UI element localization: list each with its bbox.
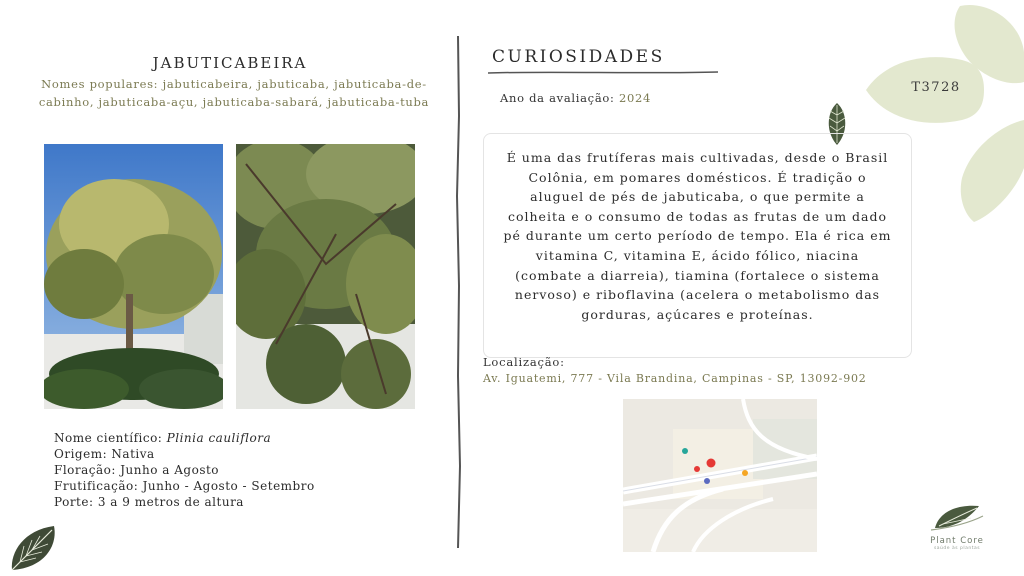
plant-core-logo: [920, 502, 994, 551]
foliage-photo: [236, 144, 415, 409]
fruiting: Frutificação: Junho - Agosto - Setembro: [54, 479, 315, 493]
popular-names: Nomes populares: jabuticabeira, jabuticaba, jabuticaba-de-cabinho, jabuticaba-açu, jabuticaba-sabará, jabuticaba-tuba: [38, 77, 430, 109]
curiosities-title: CURIOSIDADES: [492, 47, 665, 67]
column-divider: [452, 36, 466, 548]
location-address: Av. Iguatemi, 777 - Vila Brandina, Campinas - SP, 13092-902: [483, 372, 867, 385]
plant-title: JABUTICABEIRA: [152, 54, 308, 72]
plant-facts: [54, 430, 315, 510]
tree-photo: [44, 144, 223, 409]
curiosities-text: É uma das frutíferas mais cultivadas, desde o Brasil Colônia, em pomares domésticos. É tradição o aluguel de pés de jabuticaba, o que permite a colheita e o consumo de todas as frutas de um dado pé durante um certo período de tempo. Ela é rica em vitamina C, vitamina E, ácido fólico, niacina (combate a diarreia), tiamina (fortalece o sistema nervoso) e riboflavina (acelera o metabolismo das gorduras, açúcares e proteínas.: [483, 133, 912, 358]
plant-core-leaf-icon: [927, 502, 987, 532]
location-label: Localização:: [483, 355, 565, 369]
scientific-name: Nome científico: Plinia cauliflora: [54, 431, 272, 445]
logo-tagline: saúde às plantas: [933, 546, 981, 551]
flowering: Floração: Junho a Agosto: [54, 463, 220, 477]
logo-name: Plant Core: [930, 536, 984, 546]
evaluation-year: Ano da avaliação: 2024: [500, 91, 652, 105]
origin: Origem: Nativa: [54, 447, 155, 461]
title-underline: [488, 70, 718, 76]
location-map[interactable]: [623, 399, 817, 552]
scientific-name-value: Plinia cauliflora: [166, 431, 272, 445]
plant-code: T3728: [911, 80, 961, 95]
size: Porte: 3 a 9 metros de altura: [54, 495, 244, 509]
evaluation-year-value: 2024: [618, 91, 652, 105]
leaf-icon-bottom-left: [8, 522, 60, 574]
